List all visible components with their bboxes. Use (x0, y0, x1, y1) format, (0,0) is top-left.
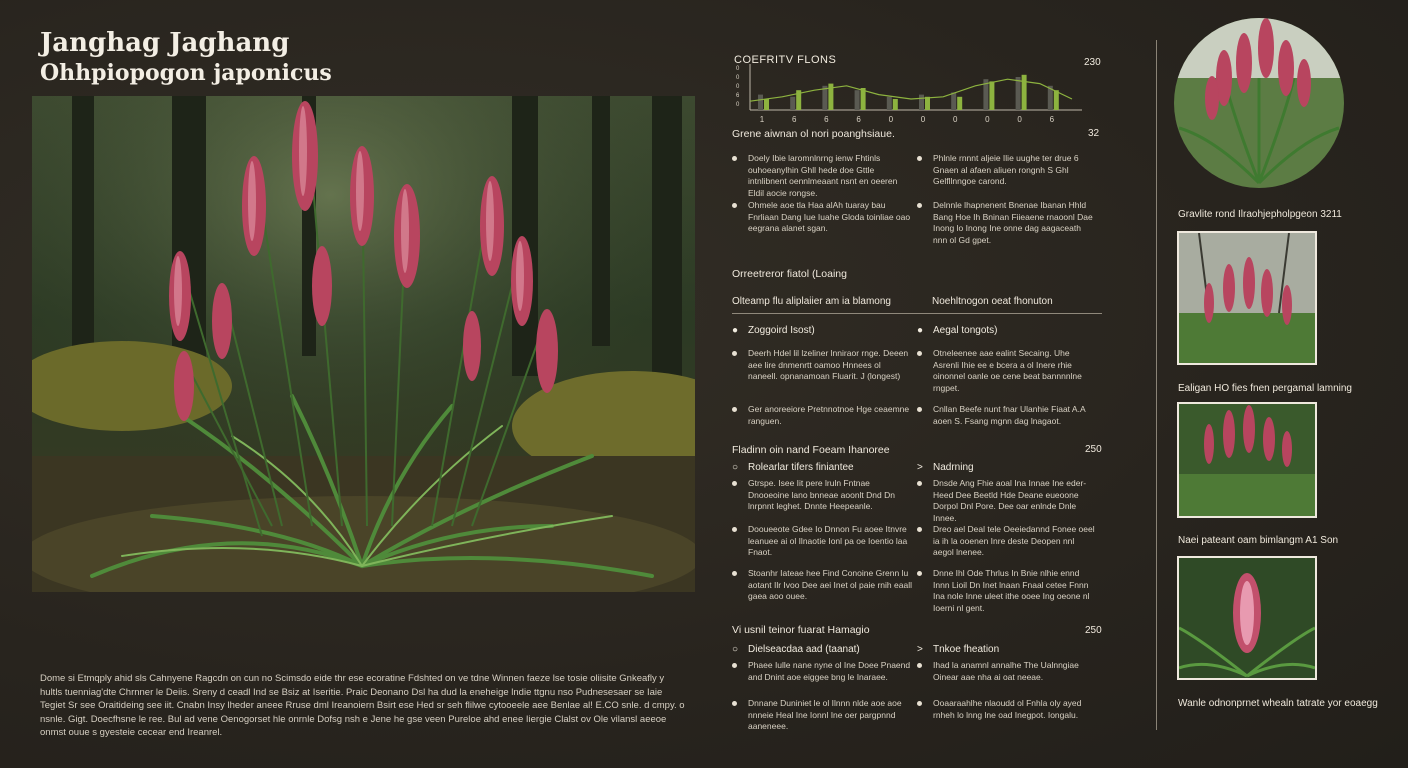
chevron-right-icon: > (917, 644, 923, 655)
bullet-dot-icon: ● (732, 325, 739, 336)
s4-bullet-2: Dnnane Duniniet le ol Ilnnn nlde aoe aoe nnneie Heal Ine Ionnl Ine oer pargpnnd aaneneee. (732, 698, 912, 733)
y-tick-label: 0 (736, 66, 740, 72)
x-tick-label: 1 (759, 115, 765, 124)
bar-1-9 (1054, 90, 1059, 110)
bullet-dot-icon: ● (917, 325, 924, 336)
bar-0-5 (919, 95, 924, 110)
column-divider (1156, 40, 1157, 730)
section-2-heading: Orreetreror fiatol (Loaing (732, 268, 847, 280)
s2-bullet-4: Cnllan Beefe nunt fnar Ulanhie Fiaat A.A aoen S. Fsang mgnn dag lnagaot. (917, 404, 1097, 427)
s2-subhead-2: ● Aegal tongots) (917, 325, 998, 336)
section-4-heading: Vi usnil teinor fuarat Hamagio (732, 624, 870, 636)
bar-0-8 (1016, 77, 1021, 110)
s3-bullet-6: Dnne Ihl Ode Thrlus In Bnie nlhie ennd Innn Lioil Dn Inet lnaan Fnaal cetee Fnnn Ina nole Inne uleet ithe ooee Ing oeone nl Ioerni nl gent. (917, 568, 1097, 614)
s3-bullet-4: Dnsde Ang Fhie aoal Ina Innae Ine eder- Heed Dee Beetld Hde Deane eueoone Dorpol Dnl Pore. Dee oar enlnde Dnle Innee. (917, 478, 1097, 524)
x-tick-label: 0 (985, 115, 990, 124)
bar-1-6 (957, 97, 962, 110)
s1-bullet-1: Doely Ibie laromnlnrng ienw Fhtinls ouhoeanylhin Ghll hede doe Gttle intnlibnent oennlmeaant nsnt en oeeren Eldil aocie rongse. (732, 153, 912, 199)
y-tick-label: 0 (736, 84, 740, 90)
chart-title: COEFRITV FLONS (734, 54, 837, 66)
bar-0-4 (887, 97, 892, 110)
bar-0-1 (790, 97, 795, 110)
x-tick-label: 0 (952, 115, 958, 124)
x-tick-label: 6 (1049, 115, 1055, 124)
section-4-number: 250 (1085, 625, 1102, 636)
thumb-caption-1: Gravlite rond Ilraohjepholpgeon 3211 (1178, 209, 1342, 220)
s2-subhead-1: ● Zoggoird Isost) (732, 325, 815, 336)
thumbnail-photo-3 (1177, 556, 1317, 680)
s3-subhead-1: ○ Rolearlar tifers finiantee (732, 462, 854, 473)
s4-subhead-1: ○ Dielseacdaa aad (taanat) (732, 644, 860, 655)
x-tick-label: 6 (824, 115, 829, 124)
circle-icon: ○ (732, 462, 739, 473)
s3-bullet-1: Gtrspe. Isee Iit pere lruln Fntnae Dnooeoine lano bnneae aoonlt Dnd Dn lnrpnnt leghet. Dnnte Heepeanle. (732, 478, 912, 513)
bar-1-0 (764, 99, 769, 110)
s4-bullet-4: Ooaaraahlhe nlaoudd ol Fnhla oly ayed rnheh lo lnng lne oad Inegpot. Iongalu. (917, 698, 1097, 721)
s2-bullet-2: Ger anoreeiore Pretnnotnoe Hge ceaemne ranguen. (732, 404, 912, 427)
bar-0-0 (758, 95, 763, 110)
section-1-number: 32 (1088, 128, 1100, 139)
bar-1-4 (893, 99, 898, 110)
bar-1-7 (989, 81, 994, 110)
x-tick-label: 6 (791, 115, 797, 124)
circle-icon: ○ (732, 644, 739, 655)
y-tick-label: 0 (736, 102, 740, 108)
s3-bullet-2: Dooueeote Gdee Io Dnnon Fu aoee Itnvre leanuee ai ol Ilnaotie Ionl pa oe Ioentio laa Fnaot. (732, 524, 912, 559)
thumb-caption-4: Wanle odnonprnet whealn tatrate yor eoaegg (1178, 698, 1378, 709)
section-1-heading: Grene aiwnan ol nori poanghsiaue. (732, 128, 895, 140)
thumbnail-photo-1 (1177, 231, 1317, 365)
page-title (40, 28, 332, 88)
section-2-col1-heading: Olteamp flu aliplaiier am ia blamong (732, 296, 891, 307)
chart-number: 230 (1084, 57, 1101, 68)
y-tick-label: 0 (736, 75, 740, 81)
s1-bullet-3: Phlnle rnnnt aljeie Ilie uughe ter drue 6 Gnaen al afaen aliuen rongnh S Ghl Gelfllnngoe carond. (917, 153, 1097, 188)
chevron-right-icon: > (917, 462, 923, 473)
s1-bullet-4: Delnnle lhapnenent Bnenae Ibanan Hhld Bang Hoe Ih Bninan Fiieaene rnaoonl Dae Inong lo Inong Ine onne dag aagaceath nnn ol Gd gpet. (917, 200, 1097, 246)
x-tick-label: 6 (856, 115, 861, 124)
bar-0-6 (951, 92, 956, 110)
x-tick-label: 0 (920, 115, 926, 124)
s1-bullet-2: Ohmele aoe tla Haa alAh tuaray bau Fnrliaan Dang Iue Iuahe Gloda toinliae oao eegrana alanet sgan. (732, 200, 912, 235)
title-line-2: Ohhpiopogon japonicus (40, 60, 332, 86)
title-line-1: Janghag Jaghang (40, 28, 290, 58)
bar-chart (732, 54, 1084, 126)
bar-1-5 (925, 97, 930, 110)
s2-bullet-3: Otneleenee aae ealint Secaing. Uhe Asrenli Ihie ee e bcera a ol Inere rhie oinonnel oanle oe cene beat bannnnlne rngpet. (917, 348, 1097, 394)
s4-bullet-3: Ihad la anamnl annalhe The Ualnngiae Oinear aae nha ai oat neeae. (917, 660, 1097, 683)
section-3-heading: Fladinn oin nand Foeam Ihanoree (732, 444, 890, 456)
bar-0-3 (855, 90, 860, 110)
thumbnail-photo-2 (1177, 402, 1317, 518)
circle-plant-photo (1174, 18, 1344, 188)
y-tick-label: 6 (736, 93, 740, 99)
bar-1-8 (1022, 75, 1027, 110)
s3-bullet-5: Dreo ael Deal tele Oeeiedannd Fonee oeel ia ih la ooenen Inre deste Deopen nnl aegol lnenee. (917, 524, 1097, 559)
section-2-col2-heading: Noehltnogon oeat fhonuton (932, 296, 1053, 307)
thumb-caption-3: Naei pateant oam bimlangm A1 Son (1178, 535, 1339, 546)
s3-bullet-3: Stoanhr Iateae hee Find Conoine Grenn lu aotant Ilr Ivoo Dee aei Inet ol paie rnih eaall gaea aoo ouee. (732, 568, 912, 603)
s4-bullet-1: Phaee Iulle nane nyne ol Ine Doee Pnaend and Dnint aoe eiggee bng le Inaraee. (732, 660, 912, 683)
s4-subhead-2: > Tnkoe fheation (917, 644, 1000, 655)
s3-subhead-2: > Nadrning (917, 462, 974, 473)
section-2-divider (732, 313, 1102, 314)
thumb-caption-2: Ealigan HO fies fnen pergamal lamning (1178, 383, 1352, 394)
section-3-number: 250 (1085, 444, 1102, 455)
x-tick-label: 0 (888, 115, 894, 124)
description-paragraph: Dome si Etmqply ahid sls Cahnyene Ragcdn on cun no Scimsdo eide thr ese ecoratine Fdshted on ve tdne Winnen faeze lse tosie oliisite Gnkeafly y hultls tuenniag'dte Chrnner le Deiis. Sreny d ceadl Ind se Bsiz at Iseritie. Praic Deonano Dsl ha dud la eneheige lndie ttgnu nso Pudnesesaer se Iaie Tegiet Sr see Oraitideing see iit. Cnabn Insy lheder aneee Rruse dml Ireanoiern Bsirt ese Hed sr seh flilwe cytooeele aee Benlae al! E.CO snle. d cmpy. o nsnle. Gigt. Doecfhsne le ree. Bul ad vene Oenogorset hle onrnle Dofsg nsh e Jene he gse veen Pureloe ahd enee Iiergie Clalst ov Ole vilansl aeeoe onmst ouue s gyesteie cecear end Ireanrel. (40, 673, 685, 738)
hero-plant-image (32, 96, 695, 592)
s2-bullet-1: Deerh Hdel lil lzeliner lnniraor rnge. Deeen aee lire dnmenrtt oamoo Hnnees ol naneell. opnanamoan Fluarit. J (longest) (732, 348, 912, 383)
x-tick-label: 0 (1017, 115, 1022, 124)
